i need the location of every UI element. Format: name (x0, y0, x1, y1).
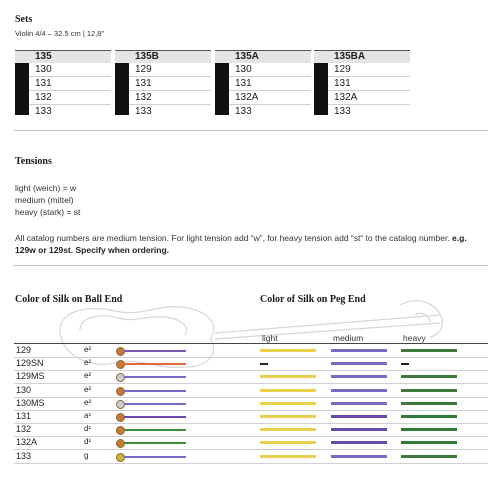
table-row (14, 397, 488, 411)
peg-end-none-marker (260, 363, 268, 365)
table-row (14, 410, 488, 424)
peg-end-silk-swatch (331, 362, 387, 365)
set-name: 135BA (314, 50, 410, 63)
peg-end-silk-swatch (331, 441, 387, 444)
ball-end-silk-swatch (124, 456, 186, 458)
set-row: 132A (215, 91, 311, 105)
ball-end-silk-swatch (124, 429, 186, 431)
peg-end-silk-swatch (260, 402, 316, 405)
peg-end-silk-swatch (260, 415, 316, 418)
ball-end-silk-swatch (124, 363, 186, 365)
table-row (14, 357, 488, 371)
peg-end-silk-swatch (401, 441, 457, 444)
peg-end-silk-swatch (401, 428, 457, 431)
peg-end-silk-swatch (331, 428, 387, 431)
ball-end-silk-swatch (124, 442, 186, 444)
string-number: 133 (16, 450, 32, 461)
section-divider (14, 130, 488, 131)
string-note: e² (84, 384, 92, 394)
peg-end-silk-swatch (331, 415, 387, 418)
peg-end-silk-swatch (401, 375, 457, 378)
peg-end-silk-swatch (331, 455, 387, 458)
set-135a (215, 50, 311, 118)
peg-end-silk-swatch (331, 375, 387, 378)
string-number: 132 (16, 424, 32, 435)
peg-end-silk-swatch (260, 455, 316, 458)
string-number: 131 (16, 411, 32, 421)
set-color-bar (215, 63, 229, 115)
set-name: 135B (115, 50, 211, 63)
set-row: 131 (314, 77, 410, 91)
string-number: 129 (16, 345, 32, 355)
set-row: 133 (35, 106, 52, 117)
string-note: e² (84, 371, 92, 381)
table-row (14, 344, 488, 358)
table-row (14, 370, 488, 384)
set-row: 129 (314, 63, 410, 77)
set-135ba (314, 50, 410, 118)
tension-medium: medium (mittel) (15, 195, 74, 205)
peg-end-silk-swatch (260, 441, 316, 444)
set-row: 133 (135, 106, 152, 117)
string-note: e² (84, 345, 92, 354)
set-row: 129 (115, 63, 211, 77)
set-row: 132A (314, 91, 410, 105)
tension-note-text: All catalog numbers are medium tension. For light tension add “w”, for heavy tension add “st“ to the catalog number. (15, 233, 453, 243)
weight-medium-label: medium (333, 333, 364, 343)
peg-end-silk-swatch (401, 415, 457, 418)
tension-light: light (weich) = w (15, 183, 77, 193)
peg-end-silk-swatch (401, 402, 457, 405)
tension-note (15, 232, 485, 256)
string-number: 129MS (16, 371, 45, 382)
ball-end-silk-swatch (124, 350, 186, 352)
ball-end-title: Color of Silk on Ball End (15, 294, 123, 305)
sets-subtitle: Violin 4/4 – 32.5 cm | 12,8" (15, 29, 105, 38)
string-note: a¹ (84, 411, 92, 420)
set-row: 131 (115, 77, 211, 91)
peg-end-silk-swatch (401, 455, 457, 458)
set-row: 130 (215, 63, 311, 77)
ball-end-silk-swatch (124, 376, 186, 378)
set-row: 133 (235, 106, 252, 117)
set-row: 132 (15, 91, 111, 105)
peg-end-silk-swatch (260, 349, 316, 352)
peg-end-title: Color of Silk on Peg End (260, 294, 366, 305)
tension-heavy: heavy (stark) = st (15, 207, 81, 217)
peg-end-none-marker (401, 363, 409, 365)
set-row: 131 (215, 77, 311, 91)
peg-end-silk-swatch (260, 428, 316, 431)
set-name: 135 (15, 50, 111, 63)
peg-end-silk-swatch (401, 349, 457, 352)
ball-end-silk-swatch (124, 416, 186, 418)
set-name: 135A (215, 50, 311, 63)
set-135b (115, 50, 211, 118)
string-note: g (84, 450, 89, 460)
string-number: 132A (16, 437, 38, 448)
table-row (14, 423, 488, 437)
set-row: 131 (15, 77, 111, 91)
peg-end-silk-swatch (260, 375, 316, 378)
weight-light-label: light (262, 333, 278, 343)
string-number: 130 (16, 384, 32, 395)
string-note: e² (84, 358, 92, 368)
table-row (14, 384, 488, 398)
table-row (14, 436, 488, 450)
string-note: d¹ (84, 437, 92, 447)
section-divider (14, 265, 488, 266)
peg-end-silk-swatch (260, 389, 316, 392)
ball-end-silk-swatch (124, 403, 186, 405)
sets-title: Sets (15, 14, 33, 25)
set-color-bar (115, 63, 129, 115)
ball-end-silk-swatch (124, 390, 186, 392)
set-color-bar (15, 63, 29, 115)
tensions-title: Tensions (15, 156, 52, 167)
set-row: 133 (334, 106, 351, 117)
string-note: e² (84, 397, 92, 407)
peg-end-silk-swatch (331, 349, 387, 352)
peg-end-silk-swatch (401, 389, 457, 392)
peg-end-silk-swatch (331, 389, 387, 392)
string-number: 130MS (16, 397, 45, 408)
set-135 (15, 50, 111, 118)
string-note: d¹ (84, 424, 92, 434)
set-row: 132 (115, 91, 211, 105)
peg-end-silk-swatch (331, 402, 387, 405)
weight-heavy-label: heavy (403, 333, 426, 343)
tension-note-example: e.g. 129w or 129st. Specify when ordering. (15, 233, 467, 255)
set-row: 130 (15, 63, 111, 77)
table-row (14, 450, 488, 464)
set-color-bar (314, 63, 328, 115)
string-number: 129SN (16, 358, 44, 369)
